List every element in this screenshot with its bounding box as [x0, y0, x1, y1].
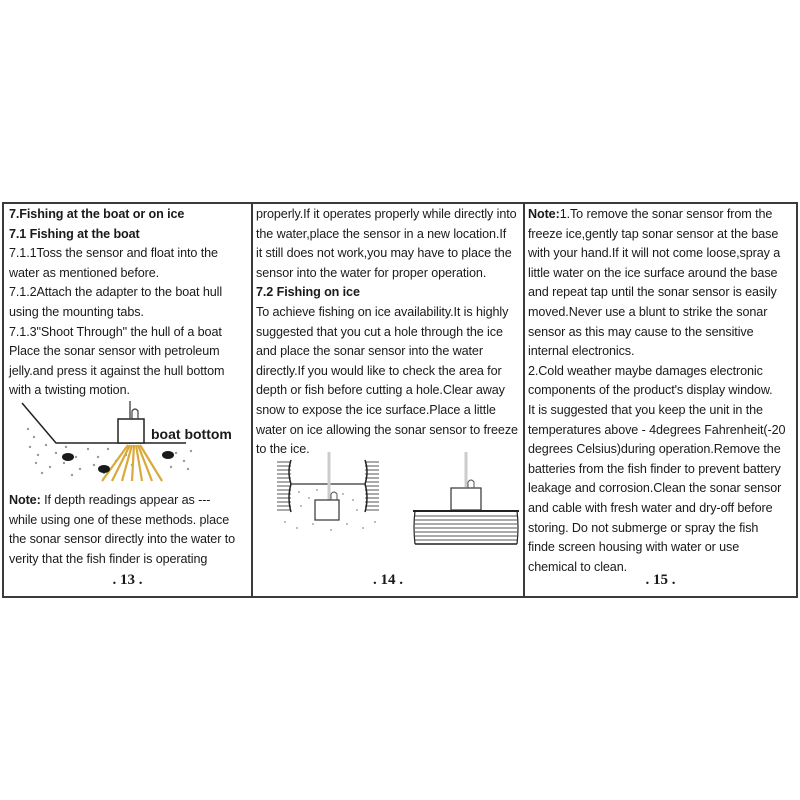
text-line: to the ice.	[256, 442, 310, 457]
text-line: 7.1.3"Shoot Through" the hull of a boat	[9, 324, 222, 339]
sonar-sensor-icon	[315, 500, 339, 520]
note-label: Note:	[9, 493, 41, 507]
text-line: water as mentioned before.	[9, 265, 160, 280]
text-line: moved.Never use a blunt to strike the sonar	[528, 304, 768, 319]
figure-label: boat bottom	[151, 426, 232, 442]
text-line: suggested that you cut a hole through the ice	[256, 324, 503, 339]
page-13	[4, 204, 253, 596]
note-line: Note: If depth readings appear as ---	[9, 493, 211, 507]
text-line: the water,place the sensor in a new location.If	[256, 226, 507, 241]
subsection-heading: 7.1 Fishing at the boat	[9, 226, 140, 241]
note-line: Note:1.To remove the sonar sensor from the	[528, 207, 773, 221]
text-line: sensor as this may cause to the sensitive	[528, 324, 754, 339]
text-line: with your hand.If it will not come loose,spray a	[528, 246, 781, 261]
note-line: verity that the fish finder is operating	[9, 551, 208, 566]
text-line: and cable with fresh water and dry-off before	[528, 500, 773, 515]
text-line: It is suggested that you keep the unit in the	[528, 402, 763, 417]
text-line: water on ice allowing the sonar sensor to freeze	[256, 422, 518, 437]
text-line: directly.If you would like to check the area for	[256, 363, 502, 378]
text-line: 2.Cold weather maybe damages electronic	[528, 363, 763, 378]
page-15	[525, 204, 796, 596]
text-line: it still does not work,you may have to place the	[256, 246, 512, 261]
text-line: temperatures above - 4degrees Fahrenheit(-20	[528, 422, 786, 437]
text-line: snow to expose the ice surface.Place a little	[256, 402, 496, 417]
boat-bottom-illustration	[16, 397, 246, 482]
text-line: internal electronics.	[528, 344, 635, 359]
text-line: Place the sonar sensor with petroleum	[9, 344, 220, 359]
text-line: sensor into the water for proper operation.	[256, 265, 487, 280]
text-line: chemical to clean.	[528, 559, 627, 574]
sonar-beam	[102, 445, 162, 481]
page-number: . 15 .	[645, 572, 676, 588]
text-line: finde screen housing with water or use	[528, 540, 740, 555]
sonar-sensor-icon	[451, 488, 481, 510]
text-line: batteries from the fish finder to prevent battery	[528, 461, 781, 476]
page-14	[253, 204, 525, 596]
ice-block	[415, 516, 517, 540]
text-line: degrees Celsius)during operation.Remove the	[528, 442, 781, 457]
text-line: depth or fish before cutting a hole.Clear away	[256, 383, 505, 398]
text-line: with a twisting motion.	[9, 383, 130, 398]
text-line: little water on the ice surface around the base	[528, 265, 778, 280]
text-line: components of the product's display window.	[528, 383, 773, 398]
text-line: storing. Do not submerge or spray the fish	[528, 520, 759, 535]
text-line: and repeat tap until the sonar sensor is easily	[528, 285, 777, 300]
ice-surface-illustration	[413, 452, 523, 552]
manual-pages-table	[2, 202, 798, 598]
text-line: using the mounting tabs.	[9, 304, 144, 319]
text-line: and place the sonar sensor into the water	[256, 344, 483, 359]
text-line: 7.1.1Toss the sensor and float into the	[9, 246, 218, 261]
page-number: . 14 .	[373, 572, 403, 588]
section-heading: 7.Fishing at the boat or on ice	[9, 207, 185, 221]
text-line: 7.1.2Attach the adapter to the boat hull	[9, 285, 223, 300]
sonar-sensor-icon	[118, 419, 144, 443]
note-label: Note:	[528, 207, 560, 221]
text-line: To achieve fishing on ice availability.It is highly	[256, 304, 509, 319]
text-line: properly.If it operates properly while directly into	[256, 207, 517, 221]
page-number: . 13 .	[112, 572, 143, 588]
text-line: leakage and corrosion.Clean the sonar sensor	[528, 481, 782, 496]
subsection-heading: 7.2 Fishing on ice	[256, 285, 360, 300]
text-line: freeze ice,gently tap sonar sensor at the base	[528, 226, 779, 241]
note-line: while using one of these methods. place	[9, 512, 230, 527]
note-line: the sonar sensor directly into the water to	[9, 532, 236, 547]
text-line: jelly.and press it against the hull bottom	[9, 363, 225, 378]
